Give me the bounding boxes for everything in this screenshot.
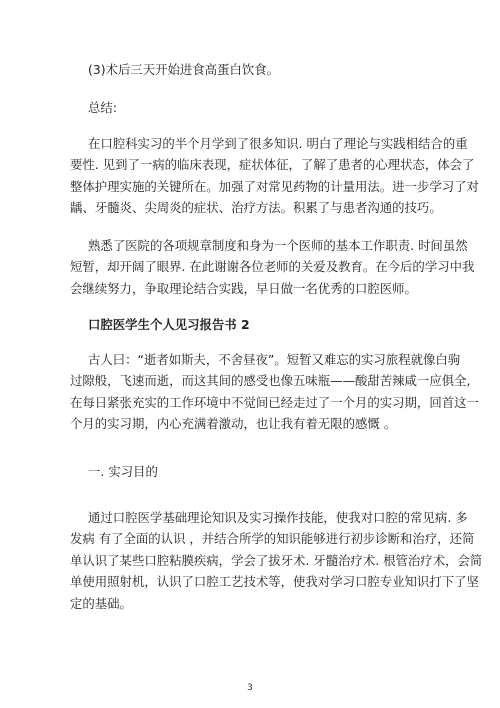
paragraph-line: 在每日紧张充实的工作环境中不觉间已经走过了一个月的实习期，回首这一 (70, 395, 479, 410)
summary-label: 总结: (88, 100, 117, 115)
paragraph-line: 熟悉了医院的各项规章制度和身为一个医师的基本工作职责. 时间虽然 (88, 238, 468, 253)
paragraph-line: 过隙般，飞速而逝，而这其间的感受也像五味瓶——酸甜苦辣咸一应俱全, (70, 373, 471, 388)
paragraph-line: 龋、牙髓炎、尖周炎的症状、治疗方法。积累了与患者沟通的技巧。 (70, 200, 442, 215)
paragraph-line: 会继续努力，争取理论结合实践，早日做一名优秀的口腔医师。 (70, 281, 417, 296)
paragraph-line: 在口腔科实习的半个月学到了很多知识. 明白了理论与实践相结合的重 (88, 136, 468, 151)
paragraph-line: 古人曰：“逝者如斯夫，不舍昼夜”。短暂又难忘的实习旅程就像白驹 (88, 352, 461, 367)
paragraph-line: 单使用照射机，认识了口腔工艺技术等，使我对学习口腔专业知识打下了坚 (70, 574, 479, 589)
subsection-title: 一. 实习目的 (88, 464, 158, 479)
section-title: 口腔医学生个人见习报告书 2 (88, 317, 250, 332)
paragraph-line: 要性. 见到了一病的临床表现，症状体征，了解了患者的心理状态，体会了 (70, 157, 475, 172)
page-number: 3 (247, 683, 253, 693)
list-item-3: (3)术后三天开始进食高蛋白饮食。 (88, 62, 280, 77)
paragraph-line: 通过口腔医学基础理论知识及实习操作技能，使我对口腔的常见病. 多 (88, 510, 468, 525)
paragraph-line: 定的基础。 (70, 596, 132, 611)
paragraph-line: 短暂，却开阔了眼界. 在此谢谢各位老师的关爱及教育。在今后的学习中我 (70, 259, 475, 274)
paragraph-line: 整体护理实施的关键所在。加强了对常见药物的计量用法。进一步学习了对 (70, 179, 479, 194)
paragraph-line: 个月的实习期，内心充满着激动，也让我有着无限的感慨 。 (70, 416, 397, 431)
paragraph-line: 单认识了某些口腔粘膜疾病，学会了拔牙术. 牙髓治疗术. 根管治疗术，会简 (70, 553, 483, 568)
paragraph-line: 发病 有了全面的认识 ，并结合所学的知识能够进行初步诊断和治疗，还简 (70, 531, 475, 546)
